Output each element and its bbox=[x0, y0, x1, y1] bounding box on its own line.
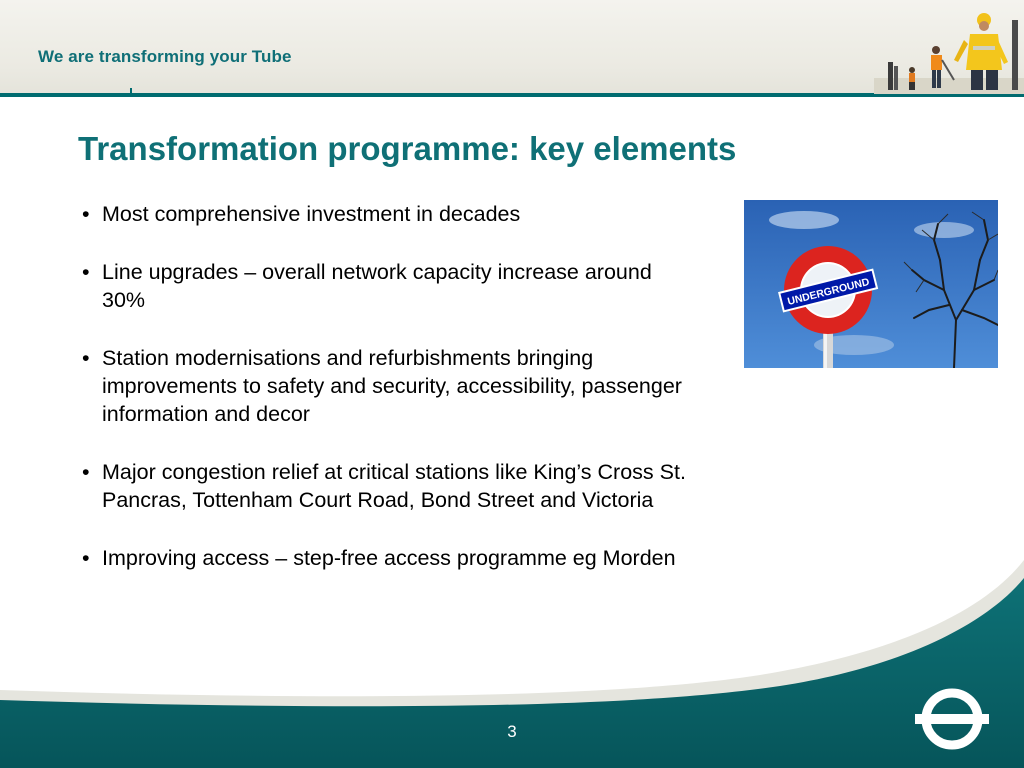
bullet-text: Line upgrades – overall network capacity increase around 30% bbox=[102, 260, 652, 312]
slide-title: Transformation programme: key elements bbox=[78, 130, 737, 167]
bullet-icon: • bbox=[82, 546, 90, 570]
bullet-text: Most comprehensive investment in decades bbox=[102, 202, 521, 226]
tfl-roundel-icon bbox=[914, 688, 990, 750]
header-tick bbox=[130, 88, 132, 94]
page-number: 3 bbox=[507, 722, 517, 741]
bullet-item bbox=[80, 258, 700, 314]
bullet-text: Improving access – step-free access programme eg Morden bbox=[102, 546, 676, 570]
bullet-text: Station modernisations and refurbishments bringing improvements to safety and security, accessibility, passenger information and decor bbox=[102, 346, 682, 426]
sign-text: UNDERGROUND bbox=[786, 275, 871, 308]
underground-sign-photo bbox=[744, 200, 998, 368]
header-rule bbox=[0, 93, 1024, 97]
bullet-icon: • bbox=[82, 346, 90, 370]
bullet-icon: • bbox=[82, 202, 90, 226]
bullet-item bbox=[80, 344, 700, 428]
bullet-item bbox=[80, 200, 700, 228]
bullet-icon: • bbox=[82, 260, 90, 284]
bullet-list bbox=[80, 200, 700, 602]
workers-illustration bbox=[874, 0, 1024, 94]
header-tagline: We are transforming your Tube bbox=[38, 47, 292, 66]
bullet-text: Major congestion relief at critical stations like King’s Cross St. Pancras, Tottenham Court Road, Bond Street and Victoria bbox=[102, 460, 686, 512]
bullet-item bbox=[80, 458, 700, 514]
bullet-icon: • bbox=[82, 460, 90, 484]
